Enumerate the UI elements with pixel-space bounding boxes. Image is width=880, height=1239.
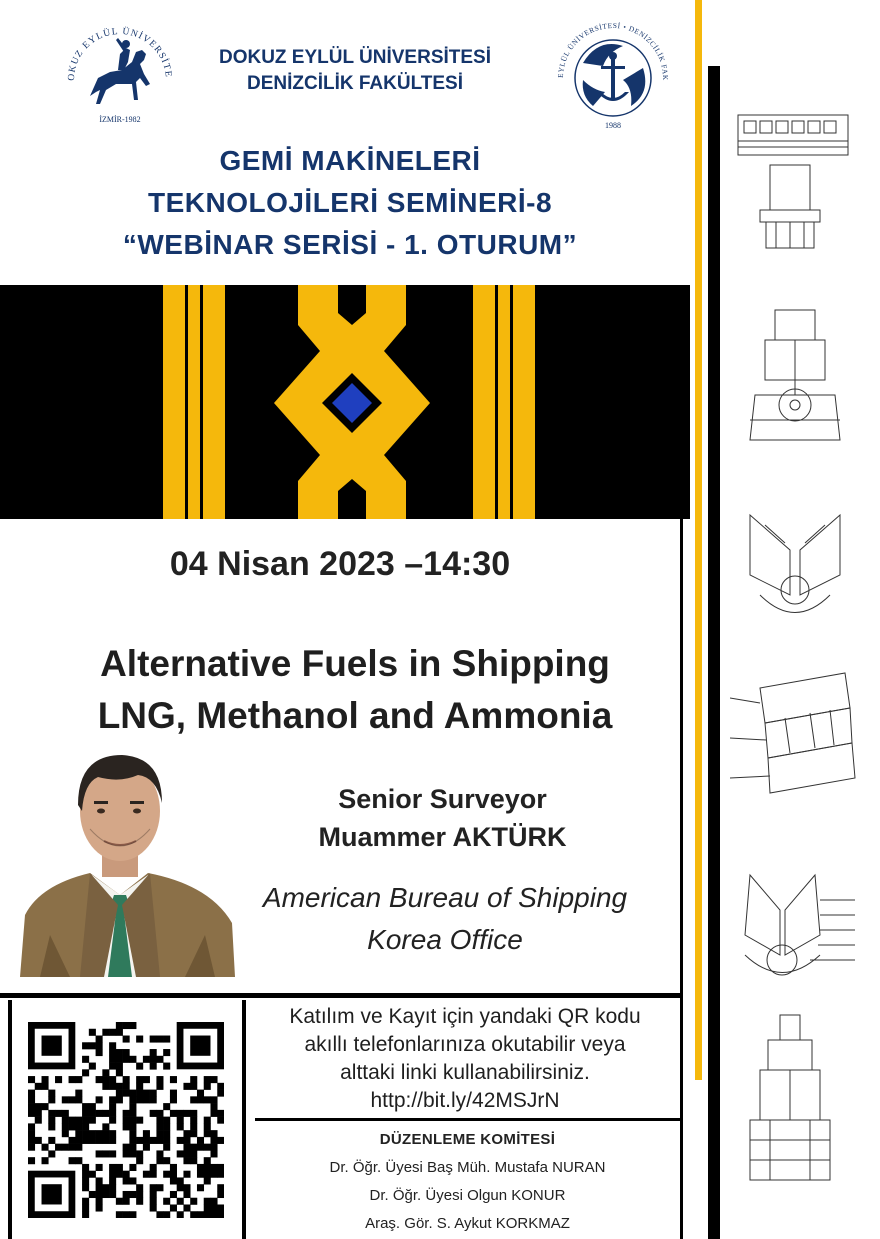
seminar-title <box>40 140 660 266</box>
university-line-1: DOKUZ EYLÜL ÜNİVERSİTESİ <box>218 47 491 68</box>
organizing-committee <box>255 1126 680 1238</box>
thin-vertical-divider <box>680 519 683 1239</box>
committee-member: Dr. Öğr. Üyesi Baş Müh. Mustafa NURAN <box>329 1159 606 1176</box>
talk-title <box>30 638 680 742</box>
organization-line-2: Korea Office <box>367 924 523 955</box>
logo-right-arc-text: EYLÜL ÜNİVERSİTESİ • DENİZCİLİK FAK <box>555 20 671 81</box>
speaker-name: Muammer AKTÜRK <box>318 822 567 852</box>
talk-title-line-1: Alternative Fuels in Shipping <box>100 643 610 684</box>
committee-member: Dr. Öğr. Üyesi Olgun KONUR <box>369 1187 566 1204</box>
seminar-title-line-1: GEMİ MAKİNELERİ <box>219 145 481 176</box>
engine-sketch-3-icon <box>730 495 860 635</box>
horse-rider-emblem-icon <box>60 18 180 128</box>
engine-sketch-4-icon <box>730 668 860 818</box>
engine-sketch-1-icon <box>730 95 860 255</box>
bottom-divider <box>0 993 683 998</box>
logo-left-arc-text: OKUZ EYLÜL ÜNİVERSİTE <box>66 26 174 82</box>
speaker-photo <box>20 745 235 977</box>
speaker-info <box>250 780 635 856</box>
epaulette-band <box>0 285 690 519</box>
seminar-title-line-3: “WEBİNAR SERİSİ - 1. OTURUM” <box>122 229 578 260</box>
committee-heading: DÜZENLEME KOMİTESİ <box>379 1131 556 1148</box>
logo-right-year: 1988 <box>605 121 621 130</box>
logo-left-year: İZMİR-1982 <box>99 115 141 124</box>
seminar-title-line-2: TEKNOLOJİLERİ SEMİNERİ-8 <box>147 187 553 218</box>
anchor-sextant-emblem-icon <box>553 18 673 133</box>
black-vertical-line <box>708 66 720 1239</box>
engine-sketch-6-icon <box>730 1010 860 1190</box>
committee-member: Araş. Gör. S. Aykut KORKMAZ <box>365 1215 570 1232</box>
registration-info <box>255 1003 675 1115</box>
talk-title-line-2: LNG, Methanol and Ammonia <box>97 695 613 736</box>
engine-sketch-5-icon <box>730 860 860 1000</box>
speaker-organization <box>235 877 655 961</box>
qr-code-icon[interactable] <box>28 1022 224 1223</box>
registration-link[interactable]: http://bit.ly/42MSJrN <box>370 1089 560 1112</box>
registration-line-3: alttaki linki kullanabilirsiniz. <box>340 1061 590 1084</box>
speaker-portrait-icon <box>20 745 235 977</box>
university-name <box>175 45 535 97</box>
gold-stripes-graphic <box>0 285 690 519</box>
engine-sketch-2-icon <box>730 300 860 450</box>
speaker-role: Senior Surveyor <box>338 784 547 814</box>
university-logo-left <box>60 18 180 128</box>
info-separator <box>255 1118 680 1121</box>
organization-line-1: American Bureau of Shipping <box>262 882 628 913</box>
gold-vertical-line <box>695 0 702 1080</box>
faculty-line: DENİZCİLİK FAKÜLTESİ <box>246 73 464 94</box>
event-date: 04 Nisan 2023 –14:30 <box>169 545 511 583</box>
faculty-logo-right <box>553 18 673 133</box>
registration-line-1: Katılım ve Kayıt için yandaki QR kodu <box>289 1005 641 1028</box>
registration-line-2: akıllı telefonlarınıza okutabilir veya <box>304 1033 626 1056</box>
